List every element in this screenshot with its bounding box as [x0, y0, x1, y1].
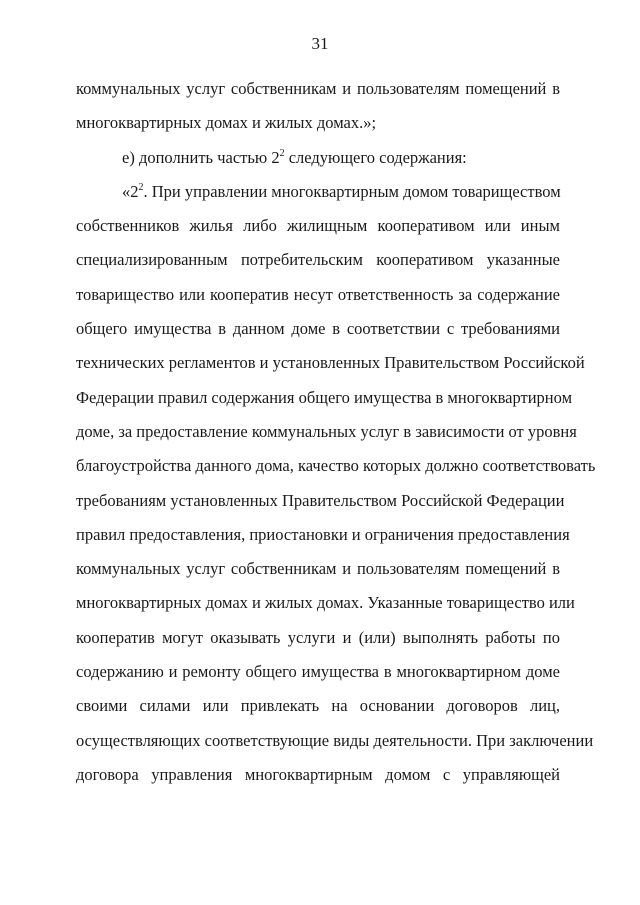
superscript: 2 [138, 181, 144, 193]
superscript: 2 [279, 147, 285, 159]
text-fragment: «2 [122, 181, 139, 201]
text-line: доме, за предоставление коммунальных услуг в зависимости от уровня [76, 421, 577, 441]
text-line: коммунальных услуг собственникам и пользователям помещений в [76, 79, 560, 98]
text-line: договора управления многоквартирным домом с управляющей [76, 764, 560, 784]
text-line: многоквартирных домах и жилых домах.»; [76, 113, 377, 133]
text-line: содержанию и ремонту общего имущества в многоквартирном доме [76, 662, 560, 682]
text-line: товарищество или кооператив несут ответственность за содержание [76, 284, 560, 304]
text-line: общего имущества в данном доме в соответствии с требованиями [76, 319, 560, 339]
text-line: технических регламентов и установленных Правительством Российской [76, 353, 585, 373]
text-fragment: е) дополнить частью 2 [122, 147, 280, 167]
text-line: осуществляющих соответствующие виды деятельности. При заключении [76, 730, 594, 750]
text-line: Федерации правил содержания общего имущества в многоквартирном [76, 387, 573, 407]
text-line: коммунальных услуг собственникам и пользователям помещений в [76, 559, 560, 579]
text-line: правил предоставления, приостановки и ограничения предоставления [76, 524, 570, 544]
text-line: благоустройства данного дома, качество которых должно соответствовать [76, 456, 596, 476]
text-line: кооператив могут оказывать услуги и (или) выполнять работы по [76, 627, 560, 647]
text-line: требованиям установленных Правительством Российской Федерации [76, 490, 565, 510]
amendment-item-e [76, 141, 560, 175]
paragraph-2-2-start [76, 175, 560, 209]
text-fragment: следующего содержания: [284, 147, 467, 167]
page-number: 31 [311, 34, 329, 53]
document-body [76, 72, 596, 792]
text-line: многоквартирных домах и жилых домах. Указанные товарищество или [76, 593, 575, 613]
text-fragment: . При управлении многоквартирным домом товариществом [143, 181, 561, 201]
text-line: собственников жилья либо жилищным кооперативом или иным [76, 216, 560, 236]
text-line: своими силами или привлекать на основании договоров лиц, [76, 696, 560, 716]
text-line: специализированным потребительским кооперативом указанные [76, 250, 560, 270]
